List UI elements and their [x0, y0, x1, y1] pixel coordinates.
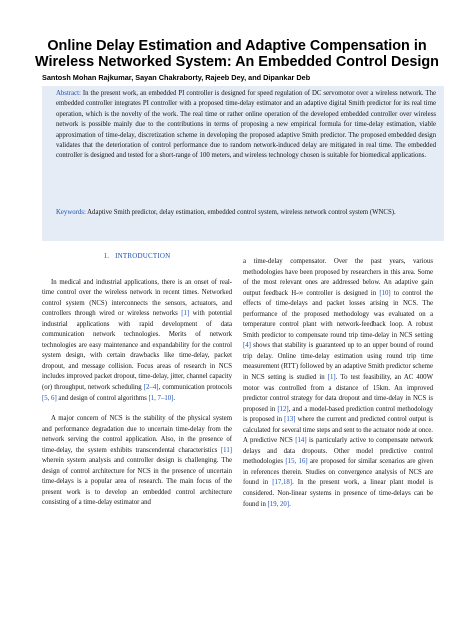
citation-link[interactable]: [19, 20] [267, 500, 290, 508]
section-title: INTRODUCTION [115, 252, 171, 260]
citation-link[interactable]: [12] [277, 405, 289, 413]
citation-link[interactable]: [13] [284, 416, 296, 424]
citation-link[interactable]: [1] [327, 374, 336, 382]
keywords [56, 208, 436, 218]
citation-link[interactable]: [1, 7–10] [148, 394, 174, 402]
citation-link[interactable]: [15, 16] [285, 458, 308, 466]
intro-paragraph-3: a time-delay compensator. Over the past years, various methodologies have been proposed by researchers in this area. Some of the most relevant ones are addressed below. An adaptive gain output feedback H-∞ controller is designed in [10] to control the effects of time-delays and packet losses arising in NCS. The performance of the proposed methodology was evaluated on a temperature control plant with network-feedback loop. A robust Smith predictor to compensate round trip time-delay in NCS setting [4] shows that stability is guaranteed up to an upper bound of round trip delay. Online time-delay estimation using round trip time measurement (RTT) followed by an adaptive Smith predictor scheme in NCS setting is studied in [1]. To test feasibility, an AC 400W motor was controlled from a distance of 15km. An improved predictor control strategy for data dropout and time-delay in NCS is proposed in [12], and a model-based prediction control methodology is proposed in [13] where the current and predicted control output is calculated for several time steps and sent to the actuator node at once. A predictive NCS [14] is particularly active to compensate network delays and data dropouts. Other model predictive control methodologies [15, 16] are proposed for similar scenarios are given in references therein. Studies on convergence analysis of NCS are found in [17,18]. In the present work, a linear plant model is considered. Non-linear systems in presence of time-delays can be found in [19, 20]. [243, 258, 433, 508]
section-heading [42, 251, 232, 262]
intro-paragraph-2: A major concern of NCS is the stability of the physical system and performance degradation due to uncertain time-delay from the network serving the control application. Also, in the presence of time-delay, the system exhibits transcendental characteristics [11] wherein system analysis and controller design is challenging. The design of control architecture for NCS in the presence of uncertain time-delays is a popular area of research. The main focus of the present work is to develop an embedded control architecture consisting of a time-delay estimator and [42, 415, 232, 507]
citation-link[interactable]: [14] [295, 437, 307, 445]
paper-authors: Santosh Mohan Rajkumar, Sayan Chakraborty, Rajeeb Dey, and Dipankar Deb [42, 73, 311, 82]
citation-link[interactable]: [11] [220, 446, 232, 454]
abstract-label: Abstract: [56, 90, 81, 97]
intro-paragraph-1: In medical and industrial applications, there is an onset of real-time control over the wireless network in recent times. Networked control system (NCS) interconnects the sensors, actuators, and controllers through wired or wireless networks [1] with potential industrial applications with rapid development of data communication network technologies. Merits of network technologies are easy maintenance and expandability for the control system design, with certain drawbacks like time-delay, packet dropout, and message collision. Focus areas of research in NCS includes improved packet dropout, time-delay, jitter, channel capacity (or) throughput, network scheduling [2–4], communication protocols [5, 6] and design of control algorithms [1, 7–10]. [42, 278, 232, 402]
citation-link[interactable]: [10] [379, 289, 391, 297]
abstract [56, 89, 436, 162]
citation-link[interactable]: [17,18] [272, 479, 293, 487]
keywords-text: Adaptive Smith predictor, delay estimation, embedded control system, wireless network control system (WNCS). [85, 209, 396, 216]
citation-link[interactable]: [1] [181, 310, 190, 318]
section-number: 1. [103, 252, 110, 260]
paper-title: Online Delay Estimation and Adaptive Compensation in Wireless Networked System: An Embedded Control Design [35, 38, 439, 70]
right-column [243, 257, 433, 510]
keywords-label: Keywords: [56, 209, 86, 216]
citation-link[interactable]: [4] [243, 342, 251, 350]
citation-link[interactable]: [2–4] [143, 384, 159, 392]
abstract-text: In the present work, an embedded PI controller is designed for speed regulation of DC servomotor over a wireless network. The embedded controller integrates PI controller with a proposed time-delay estimator and an adaptive digital Smith predictor for its real time operation, which is the novelty of the work. The real time or rather online operation of the developed embedded controller over wireless network is possible mainly due to the contributions in terms of proposing a new empirical formula for time-delay estimation, viable approximation of time-delay, discretization scheme in developing the proposed adaptive Smith predictor. The proposed embedded design validates that the deterioration of control performance due to random network-induced delay are mitigated in real time. The embedded controller is designed and tested for a short-range of 100 meters, and wireless technology chosen is suitable for biomedical applications. [56, 90, 436, 160]
citation-link[interactable]: [5, 6] [42, 394, 57, 402]
left-column [42, 251, 232, 509]
